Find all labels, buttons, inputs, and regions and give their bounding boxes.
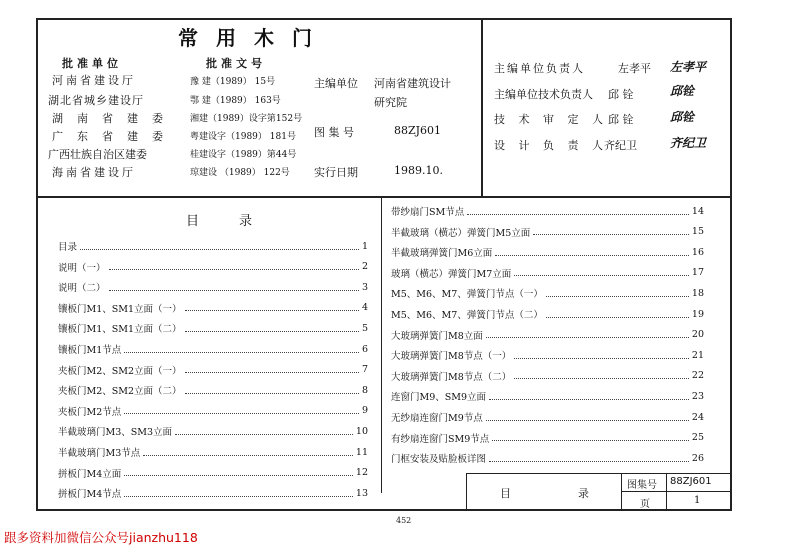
toc-entry-page: 19	[691, 308, 704, 320]
toc-entry	[391, 304, 704, 324]
signature: 左孝平	[670, 60, 707, 74]
toc-entry-label: 目录	[58, 242, 78, 253]
toc-entry	[58, 483, 368, 503]
toc-entry-page: 21	[691, 349, 704, 361]
atlas-label: 图 集 号	[314, 126, 354, 139]
responsible-name: 齐纪卫	[604, 139, 637, 152]
toc-entry-label: M5、M6、M7、弹簧门节点（二）	[391, 310, 543, 321]
titleblock-page-value: 1	[694, 495, 701, 506]
toc-entry-label: 夹板门M2、SM2立面（一）	[58, 365, 182, 377]
toc-leader-dots	[185, 372, 359, 373]
toc-entry-page: 15	[691, 226, 704, 238]
toc-leader-dots	[489, 399, 689, 400]
toc-entry-page: 17	[691, 267, 704, 279]
toc-entry-page: 18	[691, 287, 704, 299]
toc-entry	[58, 442, 368, 462]
toc-entry	[391, 242, 704, 262]
responsible-name: 左孝平	[618, 62, 651, 75]
atlas-value: 88ZJ601	[394, 124, 442, 137]
toc-entry	[391, 345, 704, 365]
toc-entry-label: M5、M6、M7、弹簧门节点（一）	[391, 289, 543, 301]
toc-leader-dots	[109, 269, 359, 270]
toc-entry-page: 16	[691, 246, 704, 258]
toc-entry	[58, 421, 368, 441]
toc-entry-page: 25	[691, 432, 704, 444]
toc-entry	[391, 222, 704, 242]
toc-entry-page: 5	[361, 322, 368, 334]
titleblock-atlas-value: 88ZJ601	[670, 476, 712, 487]
toc-entry	[58, 318, 368, 338]
toc-entry-label: 连窗门M9、SM9立面	[391, 392, 487, 404]
responsible-role: 主编单位负责人	[494, 62, 585, 75]
toc-entry-page: 2	[361, 261, 368, 273]
titleblock-divider	[621, 473, 622, 511]
toc-entry-page: 14	[691, 205, 704, 217]
toc-leader-dots	[514, 378, 689, 379]
editor-label: 主编单位	[314, 77, 358, 90]
approval-doc: 粤建设字（1989） 181号	[190, 132, 296, 142]
toc-entry-page: 22	[691, 370, 704, 382]
toc-entry	[391, 201, 704, 221]
toc-leader-dots	[175, 434, 353, 435]
approval-doc-header: 批准文号	[206, 57, 266, 70]
toc-leader-dots	[124, 475, 353, 476]
toc-leader-dots	[486, 420, 689, 421]
approval-doc: 桂建设字（1989）第44号	[190, 150, 297, 160]
toc-entry-page: 6	[361, 343, 368, 355]
toc-entry-label: 半截玻璃（横芯）弹簧门M5立面	[391, 227, 531, 239]
toc-entry	[58, 257, 368, 277]
toc-entry-label: 拼板门M4节点	[58, 489, 122, 501]
toc-entry-label: 大玻璃弹簧门M8立面	[391, 330, 483, 342]
toc-entry-page: 20	[691, 329, 704, 341]
toc-entry-label: 说明（二）	[58, 283, 106, 295]
toc-entry-page: 13	[355, 487, 368, 499]
toc-entry-label: 大玻璃弹簧门M8节点（二）	[391, 371, 512, 383]
titleblock-atlas-label: 图集号	[627, 480, 657, 491]
toc-entry-page: 11	[355, 446, 368, 458]
toc-entry	[58, 360, 368, 380]
toc-entry	[58, 380, 368, 400]
toc-entry-label: 有纱扇连窗门SM9节点	[391, 433, 490, 445]
toc-leader-dots	[486, 337, 689, 338]
approval-unit: 广西壮族自治区建委	[48, 148, 147, 161]
approval-unit: 河南省建设厅	[52, 74, 136, 87]
toc-entry-label: 说明（一）	[58, 262, 106, 274]
watermark-text: 跟多资料加微信公众号jianzhu118	[4, 530, 198, 545]
toc-entry-page: 9	[361, 405, 368, 417]
toc-entry-label: 半截玻璃门M3节点	[58, 448, 141, 459]
toc-entry-label: 带纱扇门SM节点	[391, 207, 465, 218]
responsible-name: 邱 铨	[608, 113, 634, 126]
toc-title: 目录	[186, 214, 293, 229]
toc-leader-dots	[124, 352, 359, 353]
toc-entry-label: 镶板门M1、SM1立面（二）	[58, 324, 182, 336]
toc-entry-label: 半截玻璃弹簧门M6立面	[391, 248, 493, 260]
toc-entry-page: 12	[355, 467, 368, 479]
date-label: 实行日期	[314, 166, 358, 179]
approval-unit: 湖南省建委	[52, 112, 177, 125]
document-title: 常用木门	[178, 26, 330, 50]
toc-leader-dots	[185, 393, 359, 394]
toc-entry-page: 24	[691, 411, 704, 423]
titleblock-name-left: 目	[500, 487, 511, 500]
toc-leader-dots	[533, 234, 689, 235]
approval-doc: 豫 建（1989） 15号	[190, 77, 276, 87]
toc-entry-page: 8	[361, 384, 368, 396]
toc-entry-label: 无纱扇连窗门M9节点	[391, 413, 483, 424]
toc-entry	[391, 428, 704, 448]
signature: 邱铨	[670, 84, 695, 98]
responsible-role: 技 术 审 定 人	[494, 113, 608, 126]
toc-entry-label: 玻璃（横芯）弹簧门M7立面	[391, 268, 512, 280]
toc-entry-page: 23	[691, 390, 704, 402]
signature: 齐纪卫	[670, 136, 707, 150]
approval-unit: 广东省建委	[52, 130, 177, 143]
toc-entry-page: 10	[355, 425, 368, 437]
date-value: 1989.10.	[394, 164, 443, 177]
toc-leader-dots	[492, 440, 689, 441]
toc-entry	[58, 298, 368, 318]
toc-leader-dots	[143, 455, 353, 456]
toc-entry-label: 门框安装及贴脸板详图	[391, 454, 487, 466]
approval-unit: 海南省建设厅	[52, 166, 136, 179]
toc-entry-page: 26	[691, 452, 704, 464]
toc-leader-dots	[467, 214, 689, 215]
responsible-role: 设 计 负 责 人	[494, 139, 608, 152]
approval-doc: 湘建（1989）设字第152号	[190, 114, 303, 124]
toc-vertical-divider	[381, 197, 382, 493]
toc-entry	[391, 263, 704, 283]
toc-entry	[391, 366, 704, 386]
toc-entry	[391, 283, 704, 303]
sheet-number: 452	[396, 516, 412, 525]
toc-entry	[58, 401, 368, 421]
toc-leader-dots	[495, 255, 689, 256]
toc-entry	[58, 339, 368, 359]
toc-entry	[58, 236, 368, 256]
titleblock-name-right: 录	[578, 487, 589, 500]
toc-leader-dots	[80, 249, 359, 250]
toc-leader-dots	[185, 310, 359, 311]
titleblock-divider	[621, 491, 732, 492]
approval-doc: 琼建设 （1989） 122号	[190, 168, 290, 178]
approval-unit-header: 批准单位	[62, 57, 122, 70]
toc-leader-dots	[546, 317, 689, 318]
responsible-role: 主编单位技术负责人	[494, 88, 593, 101]
toc-entry	[58, 277, 368, 297]
toc-entry-page: 4	[361, 302, 368, 314]
approval-doc: 鄂 建（1989） 163号	[190, 96, 281, 106]
toc-leader-dots	[124, 413, 359, 414]
toc-entry	[58, 463, 368, 483]
toc-leader-dots	[109, 290, 359, 291]
toc-entry-label: 镶板门M1、SM1立面（一）	[58, 303, 182, 315]
toc-leader-dots	[514, 358, 689, 359]
toc-leader-dots	[185, 331, 359, 332]
approval-unit: 湖北省城乡建设厅	[48, 94, 144, 107]
signature: 邱铨	[670, 110, 695, 124]
editor-value-2: 研究院	[374, 96, 407, 109]
toc-entry	[391, 448, 704, 468]
toc-entry	[391, 407, 704, 427]
toc-leader-dots	[514, 275, 689, 276]
toc-entry-label: 夹板门M2节点	[58, 406, 122, 418]
toc-entry	[391, 325, 704, 345]
toc-entry	[391, 386, 704, 406]
toc-entry-label: 半截玻璃门M3、SM3立面	[58, 427, 173, 439]
titleblock-divider	[666, 473, 667, 511]
toc-leader-dots	[546, 296, 689, 297]
titleblock-page-label: 页	[640, 499, 650, 510]
editor-value: 河南省建筑设计	[374, 77, 451, 90]
responsible-name: 邱 铨	[608, 88, 634, 101]
toc-entry-page: 3	[361, 281, 368, 293]
toc-entry-label: 镶板门M1节点	[58, 345, 122, 356]
header-vertical-divider	[481, 18, 483, 198]
toc-leader-dots	[489, 461, 689, 462]
toc-entry-label: 拼板门M4立面	[58, 468, 122, 480]
toc-leader-dots	[124, 496, 353, 497]
header-divider	[36, 196, 732, 198]
toc-entry-label: 夹板门M2、SM2立面（二）	[58, 386, 182, 398]
toc-entry-page: 1	[361, 240, 368, 252]
toc-entry-page: 7	[361, 364, 368, 376]
toc-entry-label: 大玻璃弹簧门M8节点（一）	[391, 351, 512, 363]
